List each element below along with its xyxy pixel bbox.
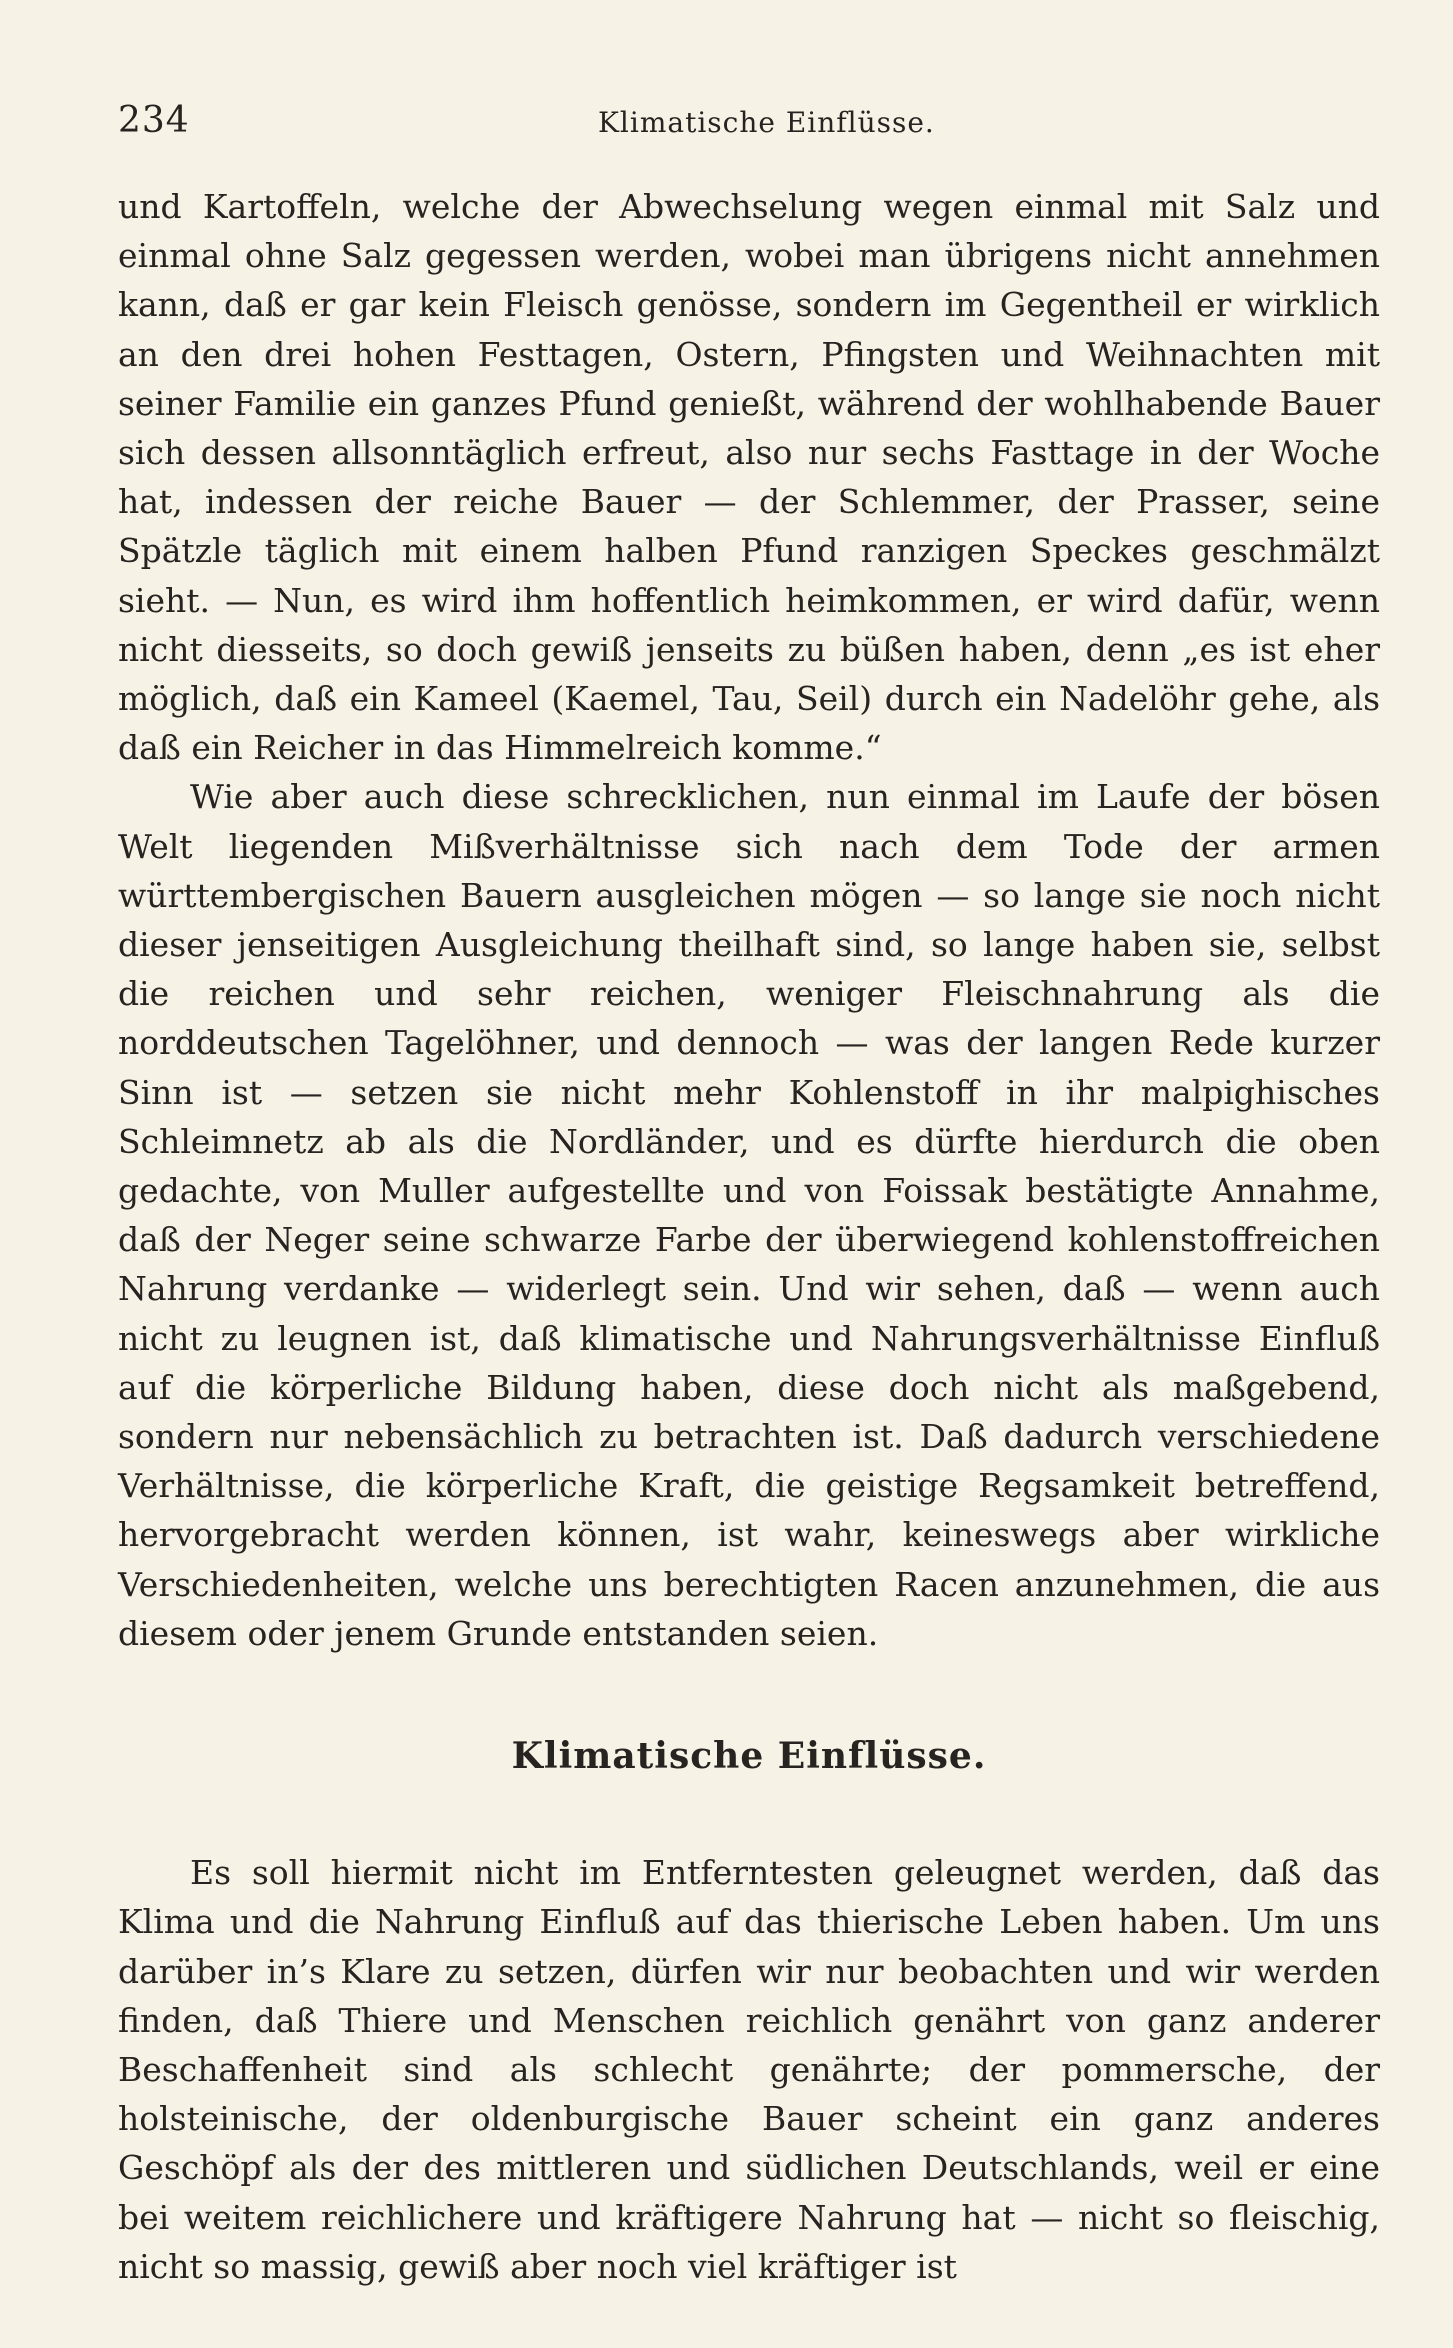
- page-body: [118, 182, 1380, 2291]
- page-header: [118, 100, 1380, 152]
- section-paragraph: Es soll hiermit nicht im Entferntesten geleugnet werden, daß das Klima und die Nahrung Einfluß auf das thierische Leben haben. Um uns darüber in’s Klare zu setzen, dürfen wir nur beobachten und wir werden finden, daß Thiere und Menschen reichlich genährt von ganz anderer Beschaffenheit sind als schlecht genährte; der pommersche, der holsteinische, der oldenburgische Bauer scheint ein ganz anderes Geschöpf als der des mittleren und südlichen Deutschlands, weil er eine bei weitem reichlichere und kräftigere Nahrung hat — nicht so fleischig, nicht so massig, gewiß aber noch viel kräftiger ist: [118, 1853, 1380, 2286]
- page-number: 234: [118, 100, 190, 141]
- running-title: Klimatische Einflüsse.: [598, 106, 935, 139]
- section-heading: Klimatische Einflüsse.: [511, 1735, 987, 1778]
- paragraph: Wie aber auch diese schrecklichen, nun einmal im Laufe der bösen Welt liegenden Mißverhältnisse sich nach dem Tode der armen württembergischen Bauern ausgleichen mögen — so lange sie noch nicht dieser jenseitigen Ausgleichung theilhaft sind, so lange haben sie, selbst die reichen und sehr reichen, weniger Fleischnahrung als die norddeutschen Tagelöhner, und dennoch — was der langen Rede kurzer Sinn ist — setzen sie nicht mehr Kohlenstoff in ihr malpighisches Schleimnetz ab als die Nordländer, und es dürfte hierdurch die oben gedachte, von Muller aufgestellte und von Foissak bestätigte Annahme, daß der Neger seine schwarze Farbe der überwiegend kohlenstoffreichen Nahrung verdanke — widerlegt sein. Und wir sehen, daß — wenn auch nicht zu leugnen ist, daß klimatische und Nahrungsverhältnisse Einfluß auf die körperliche Bildung haben, diese doch nicht als maßgebend, sondern nur nebensächlich zu betrachten ist. Daß dadurch verschiedene Verhältnisse, die körperliche Kraft, die geistige Regsamkeit betreffend, hervorgebracht werden können, ist wahr, keineswegs aber wirkliche Verschiedenheiten, welche uns berechtigten Racen anzunehmen, die aus diesem oder jenem Grunde entstanden seien.: [118, 777, 1380, 1653]
- paragraph-continued: und Kartoffeln, welche der Abwechselung wegen einmal mit Salz und einmal ohne Salz gegessen werden, wobei man übrigens nicht annehmen kann, daß er gar kein Fleisch genösse, sondern im Gegentheil er wirklich an den drei hohen Festtagen, Ostern, Pfingsten und Weihnachten mit seiner Familie ein ganzes Pfund genießt, während der wohlhabende Bauer sich dessen allsonntäglich erfreut, also nur sechs Fasttage in der Woche hat, indessen der reiche Bauer — der Schlemmer, der Prasser, seine Spätzle täglich mit einem halben Pfund ranzigen Speckes geschmälzt sieht. — Nun, es wird ihm hoffentlich heimkommen, er wird dafür, wenn nicht diesseits, so doch gewiß jenseits zu büßen haben, denn „es ist eher möglich, daß ein Kameel (Kaemel, Tau, Seil) durch ein Nadelöhr gehe, als daß ein Reicher in das Himmelreich komme.“: [118, 187, 1380, 768]
